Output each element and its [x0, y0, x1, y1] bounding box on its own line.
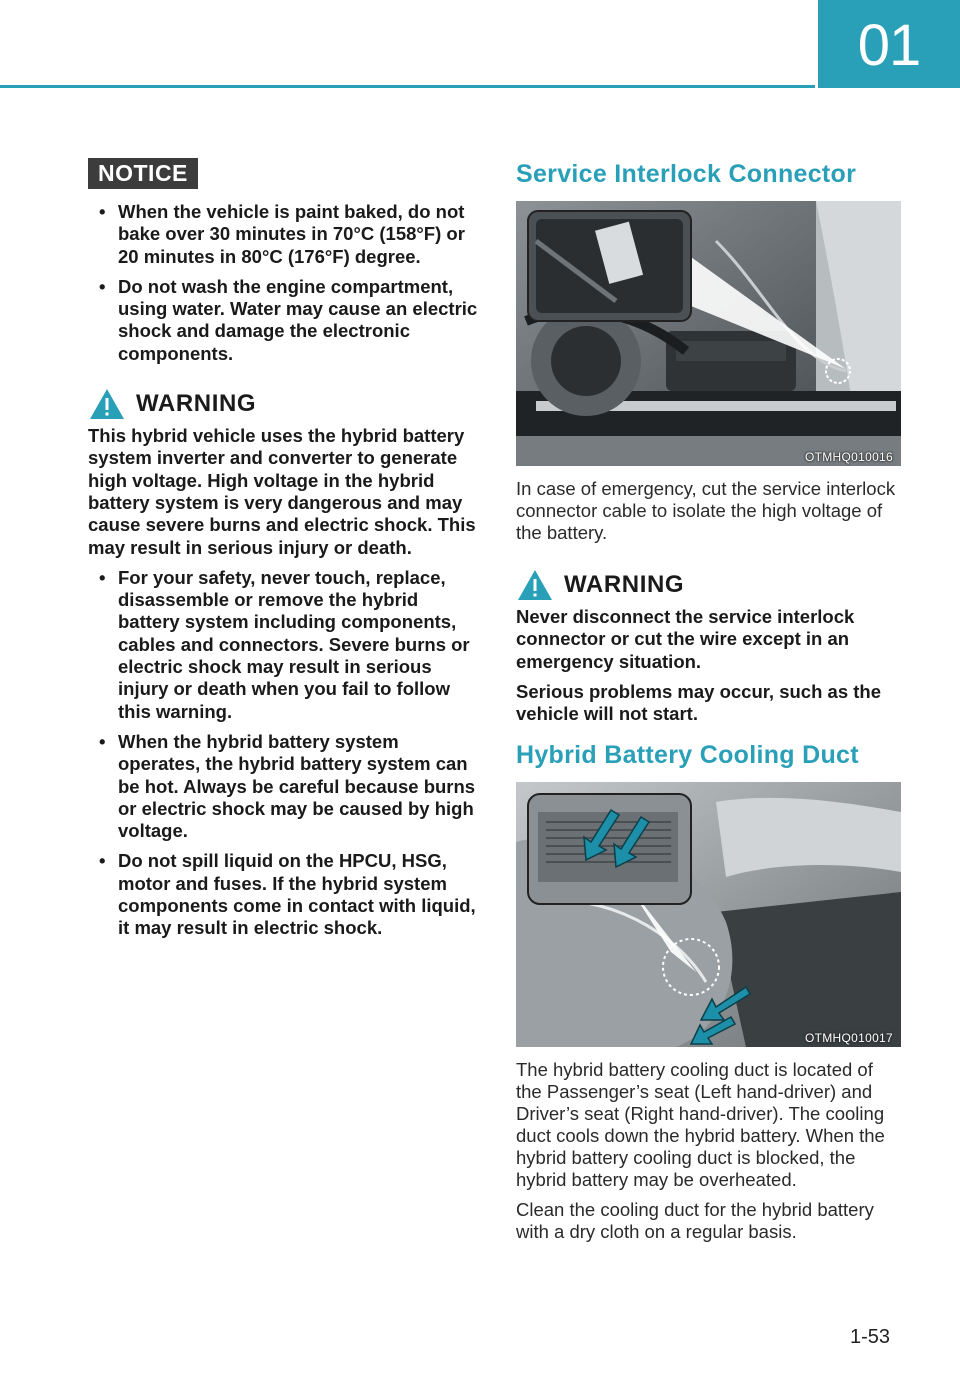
warning-intro: This hybrid vehicle uses the hybrid battery system inverter and converter to generate high voltage. High voltage in the hybrid battery system is very dangerous and may cause severe burns and electric shock. This may result in serious injury or death.: [88, 425, 476, 558]
notice-item: • Do not wash the engine compartment, using water. Water may cause an electric shock and damage the electronic components.: [88, 276, 478, 365]
warning-list: [88, 567, 478, 940]
warning-label: WARNING: [564, 571, 685, 598]
header-rule: [0, 85, 815, 88]
seat-illustration: [516, 782, 901, 1047]
cooling-body: The hybrid battery cooling duct is located of the Passenger’s seat (Left hand-driver) and Driver’s seat (Right hand-driver). The cooling duct cools down the hybrid battery. When the hybrid battery cooling duct is blocked, the hybrid battery may be overheated.: [516, 1059, 885, 1191]
warning-item: • For your safety, never touch, replace, disassemble or remove the hybrid battery system including components, cables and connectors. Severe burns or electric shock may result in serious injury or death when you fail to follow this warning.: [88, 567, 478, 723]
left-column: [88, 158, 478, 948]
figure-code: OTMHQ010017: [804, 1031, 893, 1046]
notice-item: • When the vehicle is paint baked, do not bake over 30 minutes in 70°C (158°F) or 20 minutes in 80°C (176°F) degree.: [88, 201, 478, 268]
section-title-cooling-duct: Hybrid Battery Cooling Duct: [516, 741, 859, 770]
service-interlock-figure: [516, 201, 901, 466]
right-column: [516, 160, 901, 1251]
cooling-body: Clean the cooling duct for the hybrid battery with a dry cloth on a regular basis.: [516, 1199, 874, 1243]
section-title-service-interlock: Service Interlock Connector: [516, 160, 857, 188]
warning-item: • Do not spill liquid on the HPCU, HSG, motor and fuses. If the hybrid system components come in contact with liquid, it may result in electric shock.: [88, 850, 478, 939]
notice-label: NOTICE: [88, 158, 198, 189]
page-number: 1-53: [850, 1326, 891, 1348]
warning-heading: [516, 568, 901, 602]
warning-label: WARNING: [136, 390, 257, 418]
chapter-number: 01: [818, 0, 960, 88]
warning-triangle-icon: [88, 387, 126, 421]
cooling-duct-figure: [516, 782, 901, 1047]
warning-triangle-icon: [516, 568, 554, 602]
notice-list: [88, 201, 478, 365]
warning-item: • When the hybrid battery system operates, the hybrid battery system can be hot. Always be careful because burns or electric shock may be caused by high voltage.: [88, 731, 478, 842]
figure-code: OTMHQ010016: [804, 450, 893, 464]
engine-bay-illustration: [516, 201, 901, 466]
warning-heading: [88, 387, 478, 421]
service-body: In case of emergency, cut the service interlock connector cable to isolate the high voltage of the battery.: [516, 478, 896, 543]
warning-paragraph: Serious problems may occur, such as the vehicle will not start.: [516, 680, 881, 725]
warning-paragraph: Never disconnect the service interlock connector or cut the wire except in an emergency situation.: [516, 606, 855, 672]
